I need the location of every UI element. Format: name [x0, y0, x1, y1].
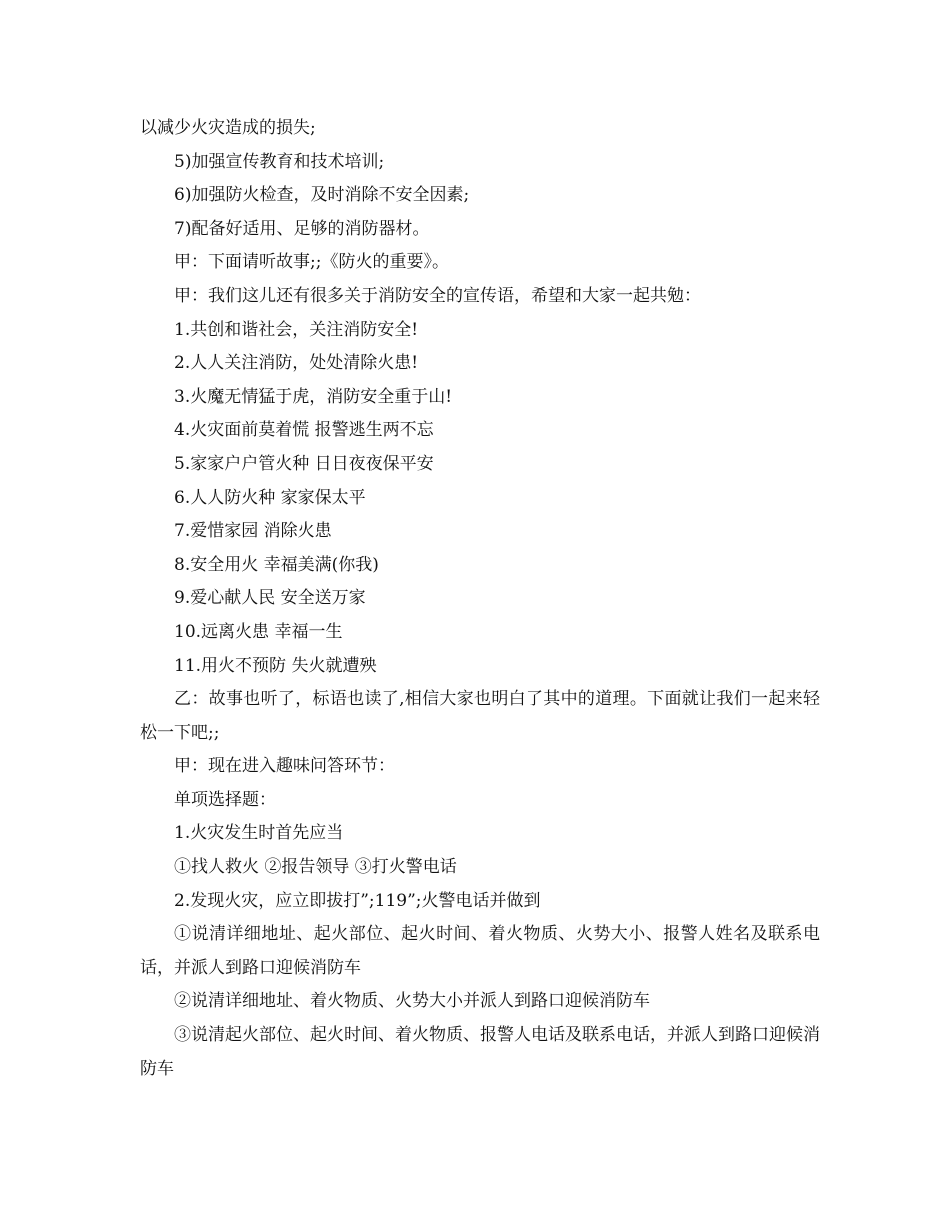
paragraph: 6.人人防火种 家家保太平 [174, 487, 366, 508]
paragraph: 1.火灾发生时首先应当 [174, 823, 344, 844]
paragraph: 5)加强宣传教育和技术培训; [174, 151, 385, 172]
paragraph: 2.发现火灾，应立即拔打”;119”;火警电话并做到 [174, 890, 541, 911]
paragraph: 以减少火灾造成的损失; [140, 118, 316, 138]
paragraph: 单项选择题： [174, 789, 276, 810]
paragraph: 乙：故事也听了，标语也读了,相信大家也明白了其中的道理。下面就让我们一起来轻松一下吧;; [140, 689, 820, 743]
paragraph: 2.人人关注消防，处处清除火患! [174, 353, 419, 374]
paragraph: 8.安全用火 幸福美满(你我) [174, 554, 379, 575]
paragraph: 6)加强防火检查，及时消除不安全因素; [174, 185, 470, 206]
paragraph: 甲：现在进入趣味问答环节： [174, 756, 395, 777]
paragraph: 7)配备好适用、足够的消防器材。 [174, 218, 430, 239]
paragraph: 11.用火不预防 失火就遭殃 [174, 655, 377, 676]
document-body [140, 112, 820, 1086]
paragraph: 3.火魔无情猛于虎，消防安全重于山! [174, 386, 453, 407]
paragraph: 9.爱心献人民 安全送万家 [174, 588, 366, 609]
paragraph: 7.爱惜家园 消除火患 [174, 521, 332, 542]
paragraph: 4.火灾面前莫着慌 报警逃生两不忘 [174, 420, 434, 441]
paragraph: ②说清详细地址、着火物质、火势大小并派人到路口迎候消防车 [174, 991, 650, 1012]
paragraph: 10.远离火患 幸福一生 [174, 621, 343, 642]
paragraph: 甲：我们这儿还有很多关于消防安全的宣传语，希望和大家一起共勉： [174, 285, 701, 306]
paragraph: ①找人救火 ②报告领导 ③打火警电话 [174, 857, 457, 878]
paragraph: 1.共创和谐社会，关注消防安全! [174, 319, 419, 340]
paragraph: 甲：下面请听故事;;《防火的重要》。 [174, 252, 449, 273]
paragraph: 5.家家户户管火种 日日夜夜保平安 [174, 453, 434, 474]
paragraph: ①说清详细地址、起火部位、起火时间、着火物质、火势大小、报警人姓名及联系电话，并派人到路口迎候消防车 [140, 924, 820, 978]
paragraph: ③说清起火部位、起火时间、着火物质、报警人电话及联系电话，并派人到路口迎候消防车 [140, 1025, 820, 1079]
